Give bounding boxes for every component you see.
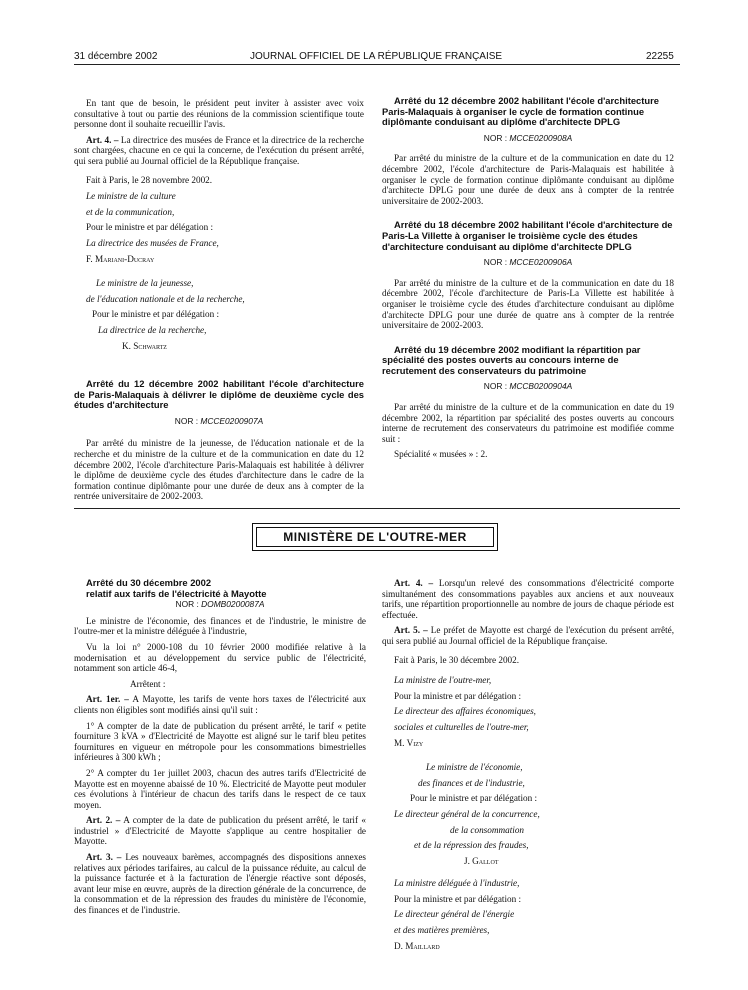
upper-right-column xyxy=(382,96,674,465)
nor-reference: NOR : MCCB0200904A xyxy=(483,381,573,392)
signature-block-industrie: La ministre déléguée à l'industrie, Pour la ministre et par délégation : Le directeur général de l'énergie et des matières premières, D. Maillard xyxy=(382,878,674,951)
point-1: 1° A compter de la date de publication du présent arrêté, le tarif « petite fourniture 3 kVA » d'Electricité de Mayotte est aligné sur le tarif bleu petites fournitures en vigueur en métropole pour les consommations bimestrielles inférieures à 300 kWh ; xyxy=(74,720,366,763)
paragraph: Le ministre de l'économie, des finances et de l'industrie, le ministre de l'outre-mer et la ministre déléguée à l'industrie, xyxy=(74,615,366,637)
header-rule xyxy=(74,64,680,65)
arrete-text: Par arrêté du ministre de la culture et de la communication en date du 12 décembre 2002, l'école d'architecture de Paris-Malaquais est habilitée à organiser le cycle de formation continue diplômante conduisant au diplôme d'architecte DPLG pour une durée de deux ans à compter de la rentrée universitaire de 2002-2003. xyxy=(382,153,674,206)
header-journal-title: JOURNAL OFFICIEL DE LA RÉPUBLIQUE FRANÇAISE xyxy=(250,51,503,62)
done-at: Fait à Paris, le 28 novembre 2002. xyxy=(86,174,213,185)
signature-block-education: Le ministre de la jeunesse, de l'éducation nationale et de la recherche, Pour le ministre et par délégation : La directrice de la recherche, K. Schwartz xyxy=(74,278,364,351)
signature-block-culture: Le ministre de la culture et de la communication, Pour le ministre et par délégation : La directrice des musées de France, F. Mariani-Ducray xyxy=(74,191,364,264)
arretent: Arrêtent : xyxy=(130,678,166,689)
nor-reference: NOR : DOMB0200087A xyxy=(175,599,265,610)
ministry-heading: MINISTÈRE DE L'OUTRE-MER xyxy=(256,527,494,547)
signature-block-outre-mer: La ministre de l'outre-mer, Pour la ministre et par délégation : Le directeur des affaires économiques, sociales et culturelles de l'outre-mer, M. Vizy xyxy=(382,675,674,748)
header-date: 31 décembre 2002 xyxy=(74,51,158,62)
lower-right-column xyxy=(382,578,674,956)
article-4: Art. 4. – La directrice des musées de France et la directrice de la recherche sont chargées, chacune en ce qui la concerne, de l'exécution du présent arrêté, qui sera publié au Journal officiel de la République française. xyxy=(74,134,365,166)
signature-block-economie: Le ministre de l'économie, des finances et de l'industrie, Pour le ministre et par délégation : Le directeur général de la concurrence, de la consommation et de la répression des fraudes, J. Gallot xyxy=(382,762,674,866)
signatory-name: K. Schwartz xyxy=(122,340,167,351)
article-5: Art. 5. – Le préfet de Mayotte est chargé de l'exécution du présent arrêté, qui sera publié au Journal officiel de la République française. xyxy=(382,625,674,646)
arrete-paris-malaquais-deuxieme-cycle xyxy=(74,379,364,502)
arrete-title: Arrêté du 30 décembre 2002 xyxy=(86,577,212,588)
nor-reference: NOR : MCCE0200908A xyxy=(483,132,573,143)
arrete-title: Arrêté du 19 décembre 2002 modifiant la répartition par spécialité des postes ouverts au concours interne de recrutement des conservateurs du patrimoine xyxy=(382,343,641,376)
header-page-number: 22255 xyxy=(646,51,674,62)
arrete-text: Par arrêté du ministre de la culture et de la communication en date du 18 décembre 2002, l'école d'architecture de Paris-La Villette est habilitée à organiser le troisième cycle des études d'architecture conduisant au diplôme d'architecte DPLG pour une durée de quatre ans à compter de la rentrée universitaire de 2002-2003. xyxy=(382,277,674,331)
signatory-name: F. Mariani-Ducray xyxy=(86,253,155,264)
arrete-text: Par arrêté du ministre de la culture et de la communication en date du 19 décembre 2002, la répartition par spécialité des postes ouverts au concours interne de recrutement des conservateurs du patrimoine est modifiée comme suit : xyxy=(382,402,674,444)
arrete-title: Arrêté du 12 décembre 2002 habilitant l'école d'architecture Paris-Malaquais à organiser le cycle de formation continue diplômante conduisant au diplôme d'architecte DPLG xyxy=(382,95,659,128)
point-2: 2° A compter du 1er juillet 2003, chacun des autres tarifs d'Electricité de Mayotte est en moyenne abaissé de 10 %. Electricité de Mayotte peut moduler ces évolutions à l'intérieur de chacun des tarifs dans le respect de ce taux moyen. xyxy=(74,767,366,810)
article-3: Art. 3. – Les nouveaux barèmes, accompagnés des dispositions annexes relatives aux périodes tarifaires, au calcul de la puissance réduite, au calcul de la puissance facturée et à la facturation de l'énergie réactive sont déposés, avant leur mise en œuvre, auprès de la direction générale de la concurrence, de la consommation et de la répression des fraudes du ministère de l'économie, des finances et de l'industrie. xyxy=(74,852,367,916)
article-4: Art. 4. – Lorsqu'un relevé des consommations d'électricité comporte simultanément des consommations payables aux anciens et aux nouveaux tarifs, une répartition proportionnelle au nombre de jours de chaque période est effectuée. xyxy=(382,578,675,620)
article-1: Art. 1er. – A Mayotte, les tarifs de vente hors taxes de l'électricité aux clients non éligibles sont modifiés ainsi qu'il suit : xyxy=(74,694,366,715)
paragraph: En tant que de besoin, le président peut inviter à assister avec voix consultative à tout ou partie des réunions de la commission scientifique toute personne dont il souhaite recueillir l'avis. xyxy=(74,98,364,130)
lower-left-column xyxy=(74,578,366,921)
signatory-name: J. Gallot xyxy=(464,855,499,866)
done-at: Fait à Paris, le 30 décembre 2002. xyxy=(394,654,520,665)
upper-left-column xyxy=(74,98,364,507)
ministry-heading-box xyxy=(252,523,498,551)
signatory-name: M. Vizy xyxy=(394,737,424,748)
specialite-line: Spécialité « musées » : 2. xyxy=(394,449,488,460)
paragraph: Vu la loi n° 2000-108 du 10 février 2000 modifiée relative à la modernisation et au développement du service public de l'électricité, notamment son article 46-4, xyxy=(74,641,366,674)
arrete-text: Par arrêté du ministre de la jeunesse, de l'éducation nationale et de la recherche et du ministre de la culture et de la communication en date du 12 décembre 2002, l'école d'architecture Paris-Malaquais est habilitée à délivrer le diplôme de deuxième cycle des études d'architecture dans le cadre de la formation continue diplômante pour une durée de deux ans à compter de la rentrée universitaire de 2002-2003. xyxy=(74,438,364,502)
arrete-title: Arrêté du 18 décembre 2002 habilitant l'école d'architecture de Paris-La Villette à organiser le troisième cycle des études d'architecture conduisant au diplôme d'architecte DPLG xyxy=(382,219,673,252)
nor-reference: NOR : MCCE0200907A xyxy=(174,415,264,426)
section-rule xyxy=(74,508,680,509)
signatory-name: D. Maillard xyxy=(394,940,440,951)
arrete-title: Arrêté du 12 décembre 2002 habilitant l'école d'architecture de Paris-Malaquais à délivrer le diplôme de deuxième cycle des études d'architecture xyxy=(74,378,364,411)
article-2: Art. 2. – A compter de la date de publication du présent arrêté, le tarif « industriel » d'Electricité de Mayotte s'applique au centre hospitalier de Mayotte. xyxy=(74,815,366,847)
arrete-subtitle: relatif aux tarifs de l'électricité à Mayotte xyxy=(86,587,267,599)
nor-reference: NOR : MCCE0200906A xyxy=(483,257,573,268)
